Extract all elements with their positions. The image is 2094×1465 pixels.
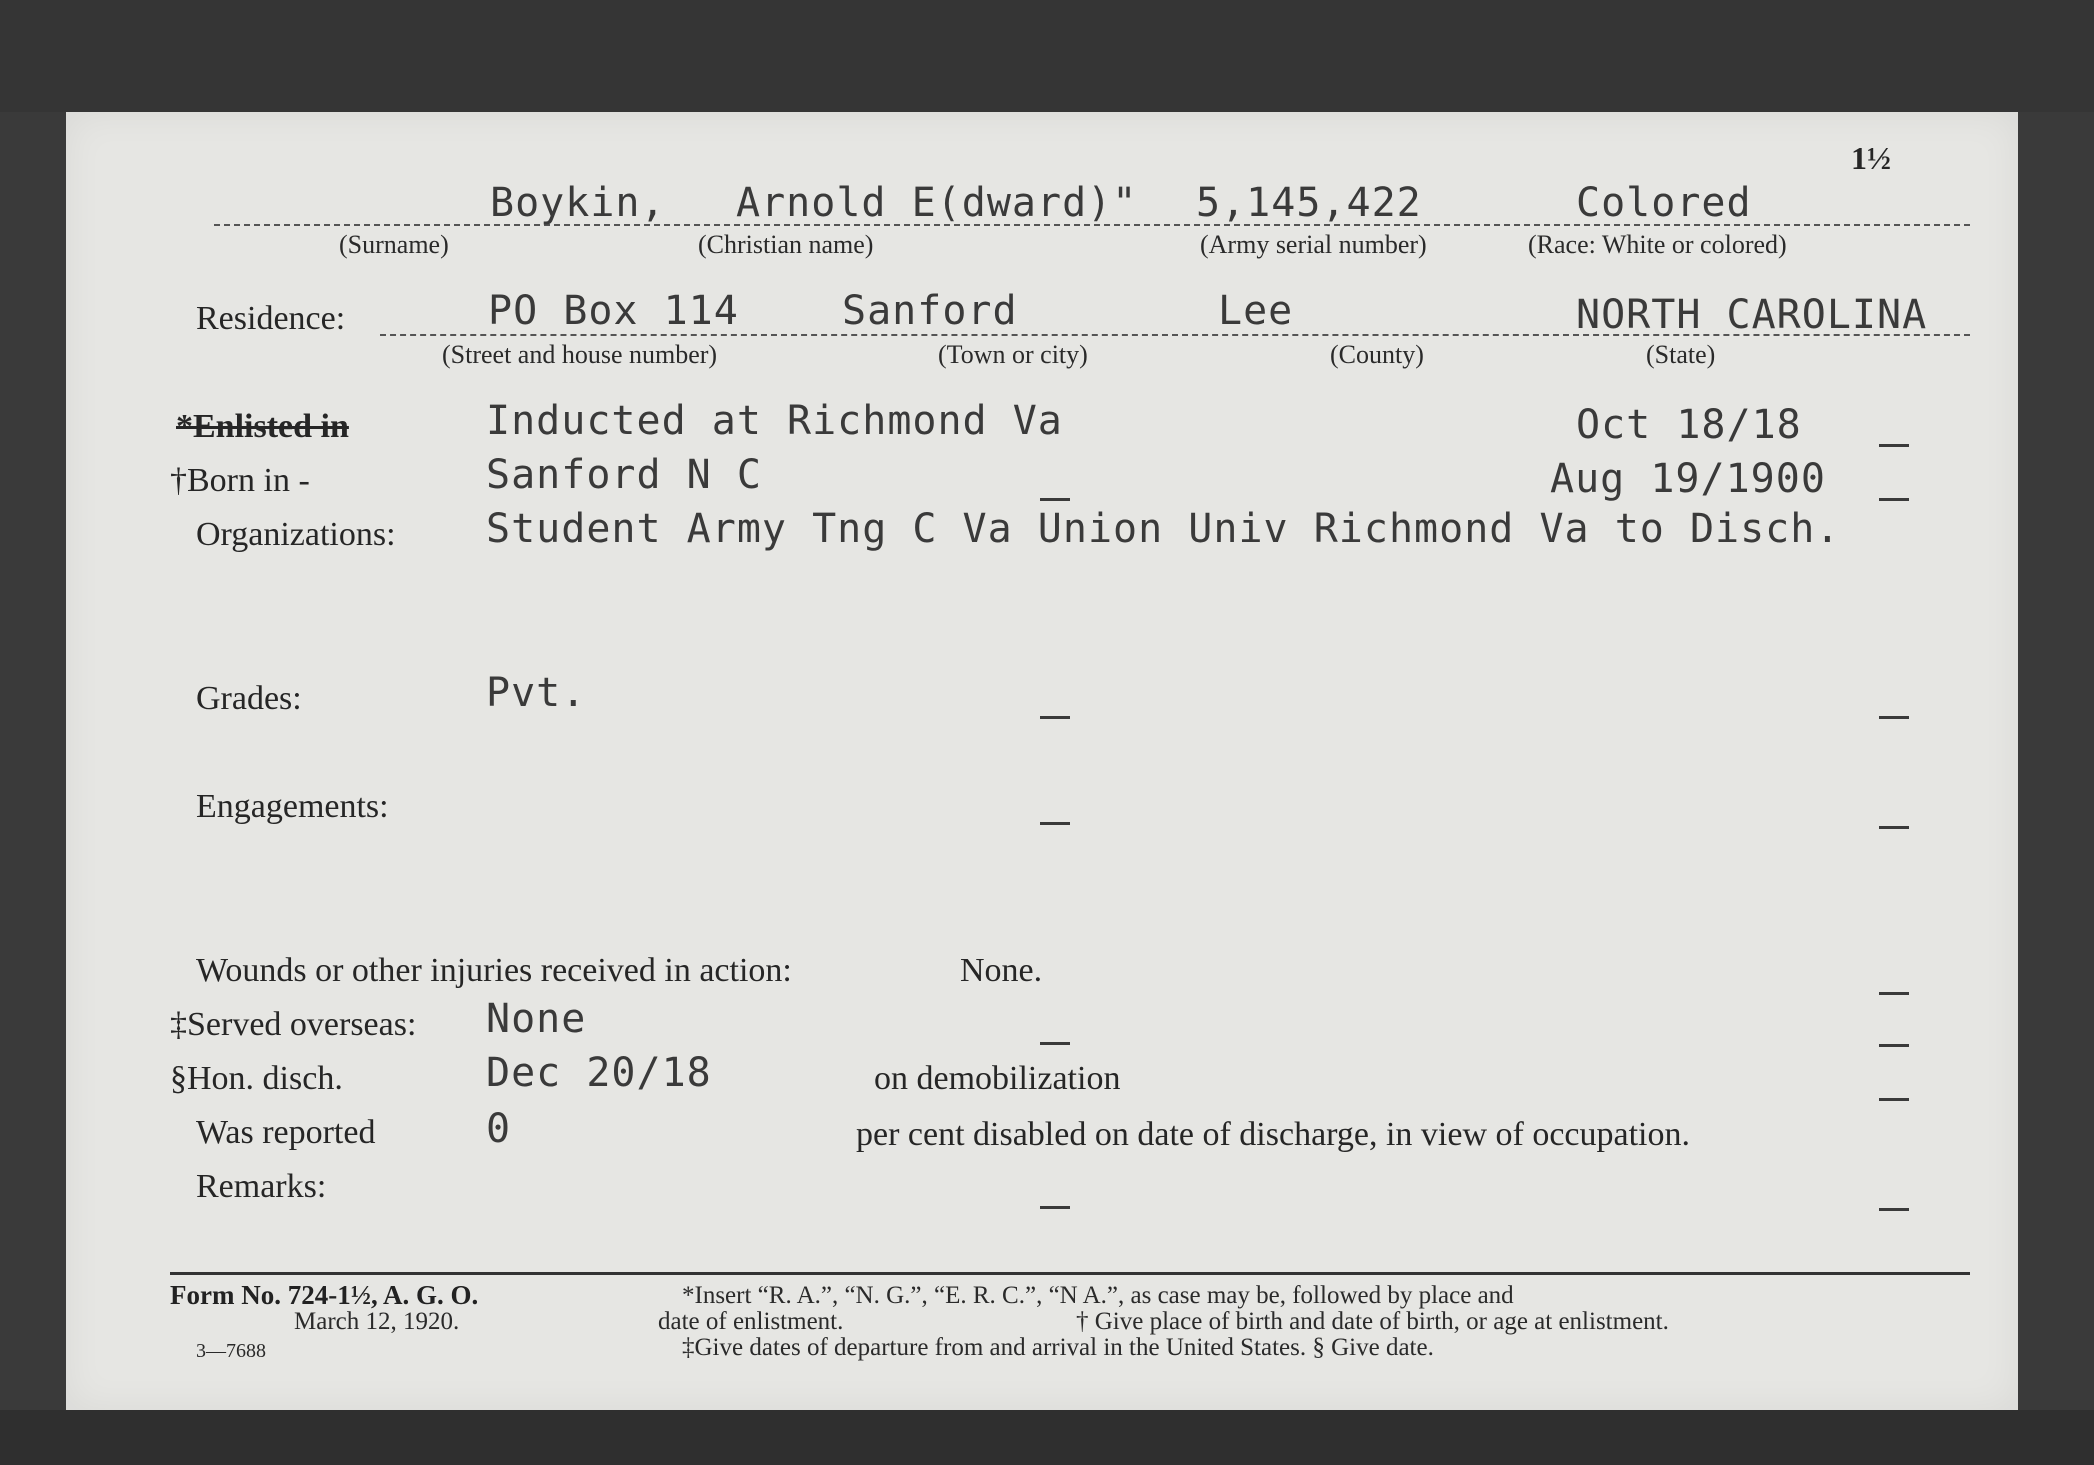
christian-name-value: Arnold E(dward)" <box>736 180 1138 226</box>
overseas-value: None <box>486 996 587 1042</box>
footer-note-1: *Insert “R. A.”, “N. G.”, “E. R. C.”, “N A.”, as case may be, followed by place and <box>682 1282 1514 1309</box>
residence-town: Sanford <box>842 288 1018 334</box>
christian-name-caption: (Christian name) <box>698 230 874 259</box>
state-caption: (State) <box>1646 340 1716 369</box>
wounds-value: None. <box>960 952 1043 989</box>
wounds-end-dash <box>1879 992 1909 995</box>
organizations-label: Organizations: <box>196 516 396 553</box>
race-value: Colored <box>1576 180 1752 226</box>
enlisted-date-dash <box>1879 444 1909 447</box>
born-date-dash <box>1879 498 1909 501</box>
serial-number-value: 5,145,422 <box>1196 180 1422 226</box>
service-record-card <box>66 112 2018 1410</box>
grades-value: Pvt. <box>486 670 587 716</box>
residence-label: Residence: <box>196 300 346 337</box>
hon-disch-value: Dec 20/18 <box>486 1050 712 1096</box>
enlisted-label: *Enlisted in <box>176 408 349 445</box>
engagements-mid-dash <box>1040 822 1070 825</box>
remarks-mid-dash <box>1040 1206 1070 1209</box>
enlisted-date: Oct 18/18 <box>1576 402 1802 448</box>
scanner-background-top <box>0 0 2094 112</box>
surname-value: Boykin, <box>490 180 666 226</box>
reported-value: 0 <box>486 1106 512 1152</box>
overseas-label: ‡Served overseas: <box>170 1006 417 1043</box>
scanner-background-bottom <box>0 1410 2094 1465</box>
grades-mid-dash <box>1040 716 1070 719</box>
town-caption: (Town or city) <box>938 340 1088 369</box>
organizations-value: Student Army Tng C Va Union Univ Richmond Va to Disch. <box>486 506 1841 552</box>
born-mid-dash <box>1040 498 1070 501</box>
residence-county: Lee <box>1218 288 1294 334</box>
hon-disch-end-dash <box>1879 1098 1909 1101</box>
born-label: †Born in - <box>170 462 310 499</box>
grades-label: Grades: <box>196 680 302 717</box>
hon-disch-note: on demobilization <box>874 1060 1121 1097</box>
form-date: March 12, 1920. <box>294 1308 460 1335</box>
form-code: 3—7688 <box>196 1340 266 1362</box>
engagements-end-dash <box>1879 826 1909 829</box>
footer-note-2b: † Give place of birth and date of birth, or age at enlistment. <box>1076 1308 1669 1335</box>
corner-mark: 1½ <box>1851 140 1891 176</box>
hon-disch-label: §Hon. disch. <box>170 1060 343 1097</box>
remarks-label: Remarks: <box>196 1168 327 1205</box>
wounds-label: Wounds or other injuries received in action: <box>196 952 792 989</box>
overseas-end-dash <box>1879 1044 1909 1047</box>
overseas-mid-dash <box>1040 1042 1070 1045</box>
race-caption: (Race: White or colored) <box>1528 230 1787 259</box>
born-place: Sanford N C <box>486 452 762 498</box>
reported-label: Was reported <box>196 1114 376 1151</box>
street-caption: (Street and house number) <box>442 340 718 369</box>
footer-note-3: ‡Give dates of departure from and arrival in the United States. § Give date. <box>682 1334 1434 1361</box>
born-date: Aug 19/1900 <box>1550 456 1826 502</box>
reported-note: per cent disabled on date of discharge, in view of occupation. <box>856 1116 1690 1153</box>
grades-end-dash <box>1879 716 1909 719</box>
footer-rule <box>170 1272 1970 1275</box>
footer-note-2a: date of enlistment. <box>658 1308 844 1335</box>
residence-state: NORTH CAROLINA <box>1576 292 1928 338</box>
engagements-label: Engagements: <box>196 788 389 825</box>
county-caption: (County) <box>1330 340 1424 369</box>
serial-number-caption: (Army serial number) <box>1200 230 1427 259</box>
enlisted-value: Inducted at Richmond Va <box>486 398 1063 444</box>
residence-street: PO Box 114 <box>488 288 739 334</box>
surname-caption: (Surname) <box>339 230 449 259</box>
form-number: Form No. 724-1½, A. G. O. <box>170 1280 479 1310</box>
remarks-end-dash <box>1879 1208 1909 1211</box>
